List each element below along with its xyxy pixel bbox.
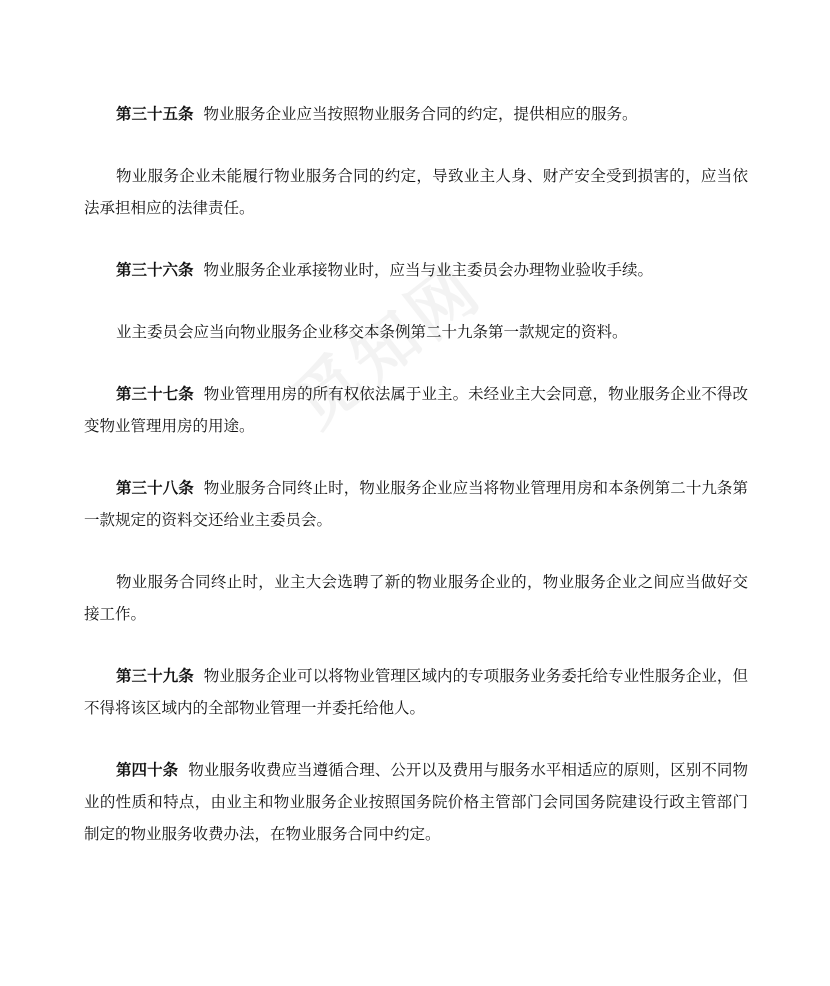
- article-number: 第三十五条: [116, 105, 194, 123]
- article-number: 第三十九条: [116, 667, 194, 685]
- paragraph-article-40: [84, 754, 748, 850]
- paragraph-article-35: [84, 98, 748, 130]
- paragraph-new-enterprise: [84, 566, 748, 630]
- paragraph-article-38: [84, 472, 748, 536]
- paragraph-text: 物业服务合同终止时，物业服务企业应当将物业管理用房和本条例第二十九条第一款规定的资料交还给业主委员会。: [84, 479, 748, 529]
- paragraph-liability: [84, 160, 748, 224]
- paragraph-text: 物业服务企业可以将物业管理区域内的专项服务业务委托给专业性服务企业，但不得将该区域内的全部物业管理一并委托给他人。: [84, 667, 748, 717]
- paragraph-text: 物业服务企业承接物业时，应当与业主委员会办理物业验收手续。: [203, 261, 654, 279]
- article-number: 第三十八条: [116, 479, 194, 497]
- paragraph-handover-materials: [84, 316, 748, 348]
- paragraph-article-36: [84, 254, 748, 286]
- paragraph-text: 物业管理用房的所有权依法属于业主。未经业主大会同意，物业服务企业不得改变物业管理用房的用途。: [84, 385, 748, 435]
- article-number: 第四十条: [116, 761, 179, 779]
- paragraph-text: 物业服务企业未能履行物业服务合同的约定，导致业主人身、财产安全受到损害的，应当依法承担相应的法律责任。: [84, 167, 748, 217]
- paragraph-text: 业主委员会应当向物业服务企业移交本条例第二十九条第一款规定的资料。: [116, 323, 628, 341]
- paragraph-text: 物业服务合同终止时，业主大会选聘了新的物业服务企业的，物业服务企业之间应当做好交接工作。: [84, 573, 748, 623]
- paragraph-article-39: [84, 660, 748, 724]
- article-number: 第三十七条: [116, 385, 194, 403]
- paragraph-text: 物业服务企业应当按照物业服务合同的约定，提供相应的服务。: [203, 105, 638, 123]
- paragraph-text: 物业服务收费应当遵循合理、公开以及费用与服务水平相适应的原则，区别不同物业的性质和特点，由业主和物业服务企业按照国务院价格主管部门会同国务院建设行政主管部门制定的物业服务收费办法，在物业服务合同中约定。: [84, 761, 748, 843]
- paragraph-article-37: [84, 378, 748, 442]
- article-number: 第三十六条: [116, 261, 194, 279]
